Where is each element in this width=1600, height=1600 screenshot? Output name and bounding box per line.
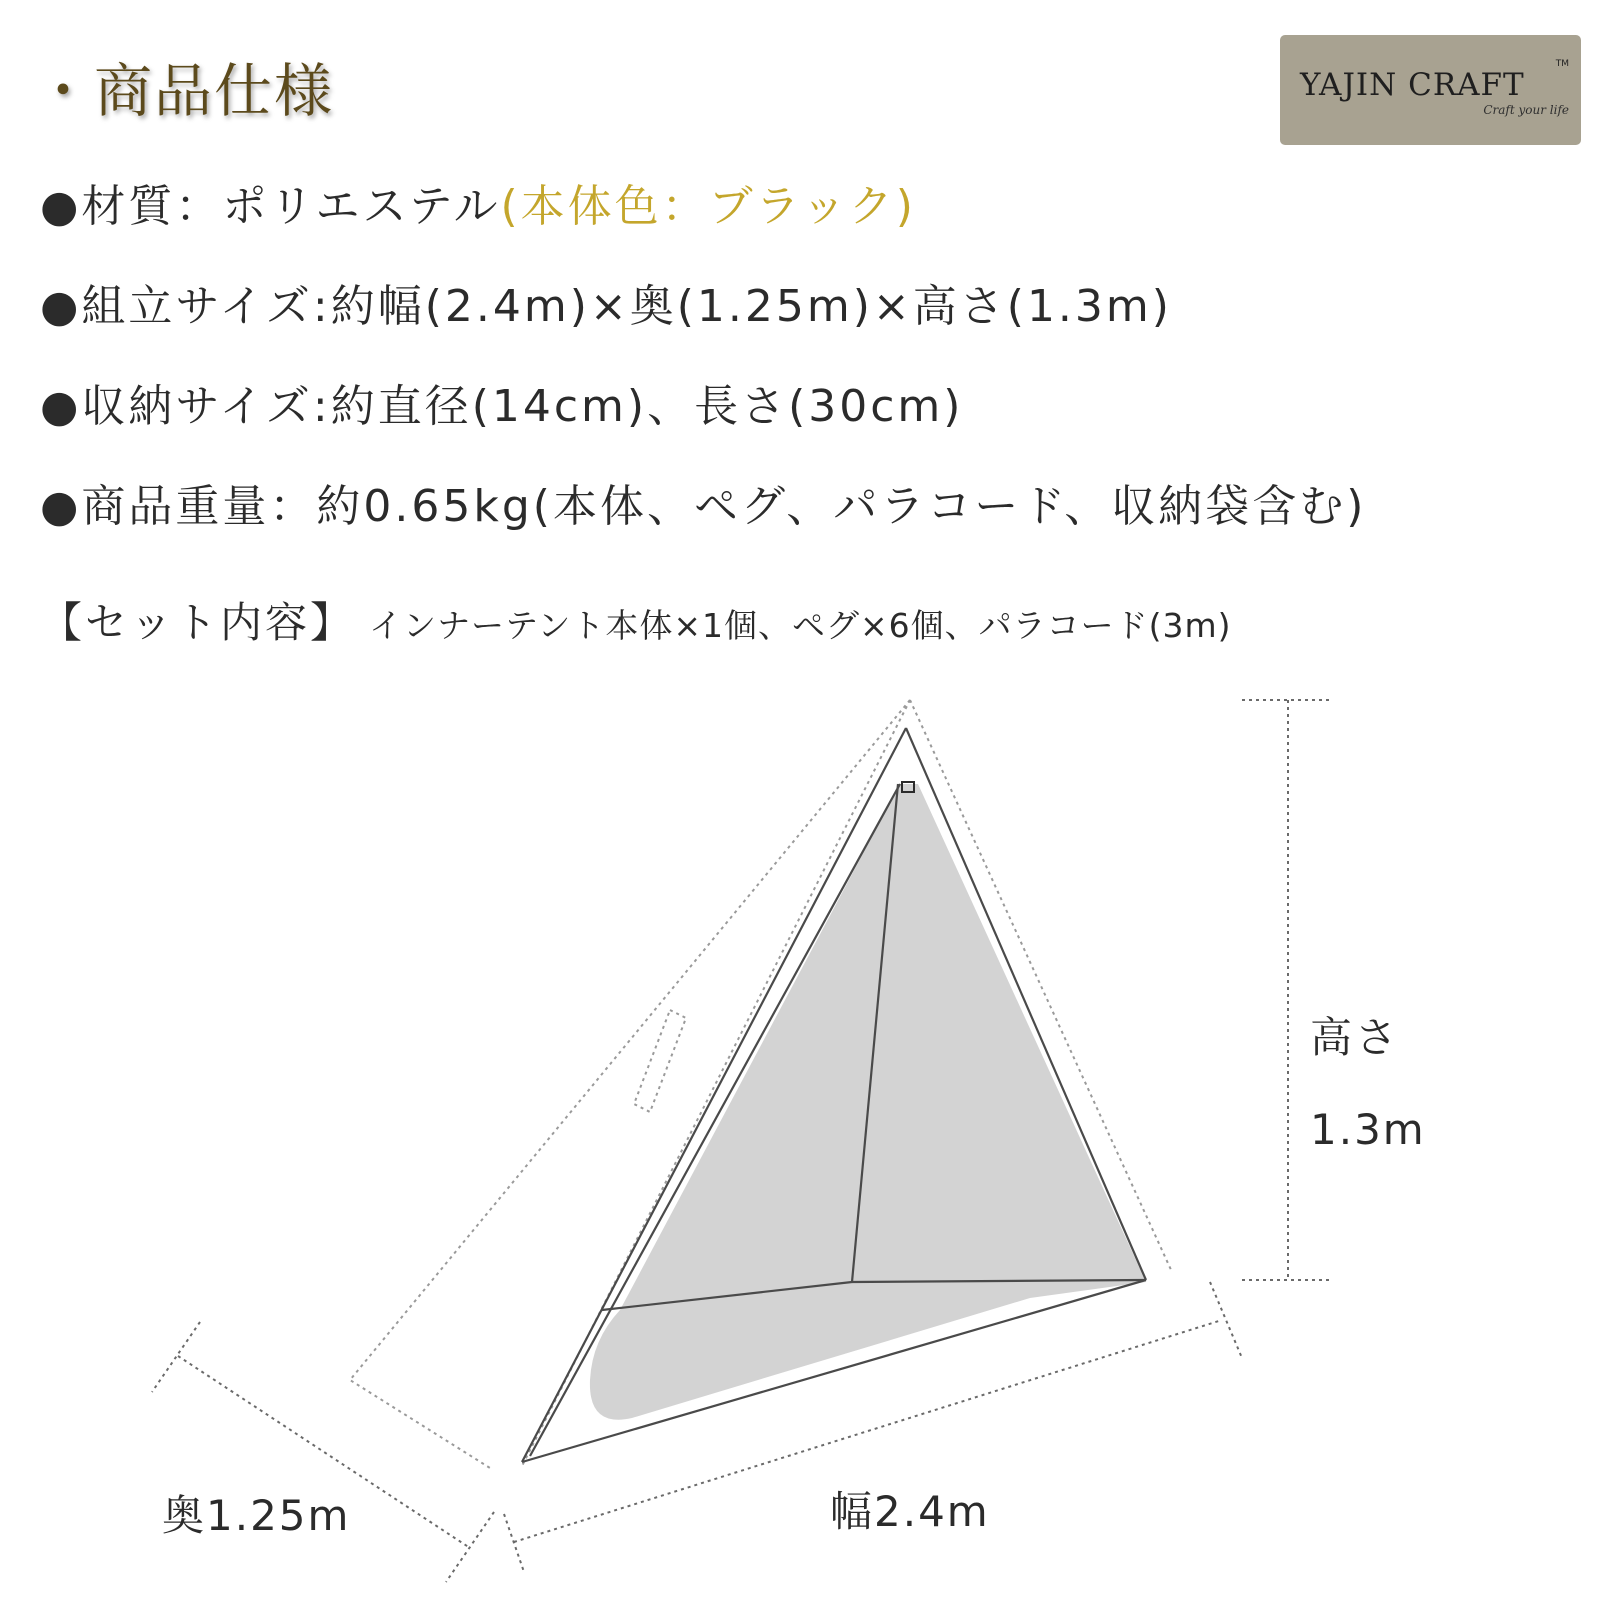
bullet-icon: ● bbox=[40, 181, 82, 232]
logo-trademark: TM bbox=[1555, 59, 1569, 69]
logo-tagline: Craft your life bbox=[1483, 103, 1569, 117]
depth-label: 奥1.25m bbox=[162, 1491, 351, 1540]
depth-dimension-line bbox=[152, 1322, 494, 1582]
height-label: 高さ bbox=[1310, 1013, 1401, 1062]
bullet-icon: ● bbox=[40, 281, 82, 332]
set-contents-label: 【セット内容】 bbox=[40, 598, 356, 647]
logo-brand-name: YAJIN CRAFT bbox=[1300, 67, 1525, 103]
page-title: ・商品仕様 bbox=[34, 57, 335, 125]
set-contents-value: インナーテント本体×1個、ペグ×6個、パラコード(3m) bbox=[369, 606, 1232, 645]
spec-assembled-size-text: 組立サイズ:約幅(2.4m)×奥(1.25m)×高さ(1.3m) bbox=[81, 281, 1172, 332]
height-dimension-line bbox=[1242, 700, 1332, 1280]
bullet-icon: ● bbox=[40, 381, 82, 432]
spec-material-text: 材質：ポリエステル bbox=[81, 181, 501, 232]
bullet-icon: ● bbox=[40, 481, 82, 532]
height-value: 1.3m bbox=[1310, 1105, 1426, 1154]
width-label: 幅2.4m bbox=[830, 1487, 990, 1536]
spec-material-color: (本体色：ブラック) bbox=[500, 181, 916, 232]
spec-weight-text: 商品重量：約0.65kg(本体、ペグ、パラコード、収納袋含む) bbox=[81, 481, 1367, 532]
spec-storage-size-text: 収納サイズ:約直径(14cm)、長さ(30cm) bbox=[81, 381, 964, 432]
